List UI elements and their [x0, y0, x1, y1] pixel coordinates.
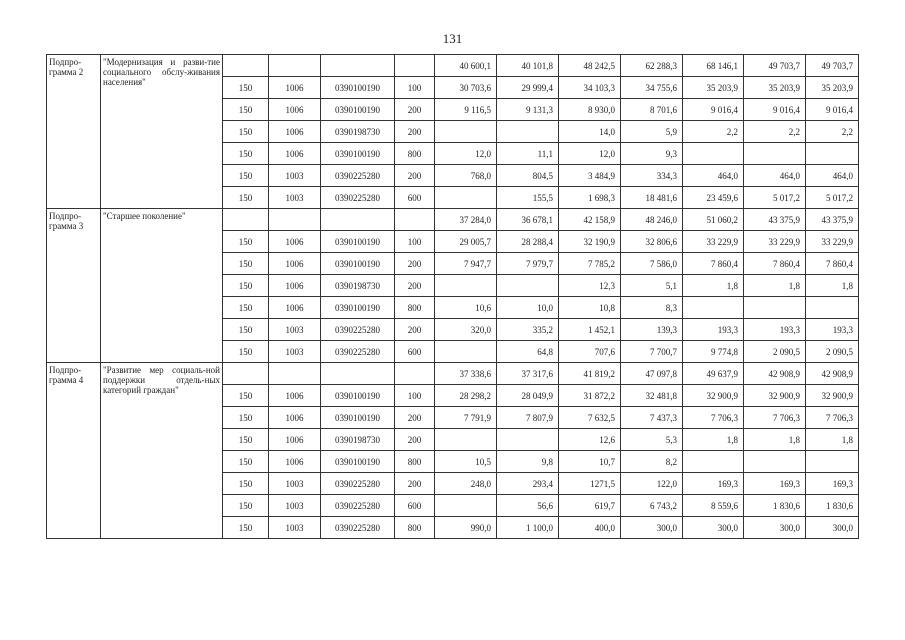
value-cell: 464,0	[806, 165, 859, 187]
grbs-cell: 150	[223, 253, 269, 275]
rzpr-cell: 1003	[269, 341, 321, 363]
value-cell: 9 116,5	[435, 99, 497, 121]
value-cell: 334,3	[621, 165, 683, 187]
value-cell: 8,3	[621, 297, 683, 319]
empty-code-cell	[395, 55, 435, 77]
csr-cell: 0390100190	[321, 451, 395, 473]
value-cell	[435, 495, 497, 517]
value-cell: 9 774,8	[683, 341, 744, 363]
vr-cell: 200	[395, 473, 435, 495]
grbs-cell: 150	[223, 275, 269, 297]
value-cell: 64,8	[497, 341, 559, 363]
rzpr-cell: 1006	[269, 385, 321, 407]
csr-cell: 0390100190	[321, 99, 395, 121]
value-cell: 10,7	[559, 451, 621, 473]
value-cell: 33 229,9	[683, 231, 744, 253]
value-cell: 5,9	[621, 121, 683, 143]
value-cell: 10,5	[435, 451, 497, 473]
value-cell: 300,0	[744, 517, 806, 539]
value-cell: 9 016,4	[744, 99, 806, 121]
value-cell: 10,0	[497, 297, 559, 319]
subprogram-name-cell: "Модернизация и разви-тие социального обслу-живания населения"	[101, 55, 223, 209]
empty-code-cell	[395, 209, 435, 231]
value-cell: 7 706,3	[806, 407, 859, 429]
value-cell: 10,6	[435, 297, 497, 319]
value-cell: 619,7	[559, 495, 621, 517]
grbs-cell: 150	[223, 495, 269, 517]
csr-cell: 0390100190	[321, 143, 395, 165]
rzpr-cell: 1003	[269, 165, 321, 187]
total-value-cell: 49 637,9	[683, 363, 744, 385]
rzpr-cell: 1003	[269, 495, 321, 517]
value-cell: 7 785,2	[559, 253, 621, 275]
grbs-cell: 150	[223, 341, 269, 363]
value-cell: 7 947,7	[435, 253, 497, 275]
vr-cell: 100	[395, 231, 435, 253]
csr-cell: 0390225280	[321, 517, 395, 539]
vr-cell: 100	[395, 385, 435, 407]
value-cell: 1 100,0	[497, 517, 559, 539]
total-value-cell: 42 908,9	[806, 363, 859, 385]
rzpr-cell: 1006	[269, 143, 321, 165]
total-value-cell: 49 703,7	[744, 55, 806, 77]
value-cell: 29 005,7	[435, 231, 497, 253]
grbs-cell: 150	[223, 319, 269, 341]
grbs-cell: 150	[223, 77, 269, 99]
value-cell	[435, 187, 497, 209]
csr-cell: 0390100190	[321, 231, 395, 253]
total-value-cell: 43 375,9	[744, 209, 806, 231]
empty-code-cell	[395, 363, 435, 385]
value-cell	[497, 275, 559, 297]
empty-code-cell	[321, 55, 395, 77]
value-cell: 31 872,2	[559, 385, 621, 407]
vr-cell: 200	[395, 275, 435, 297]
value-cell: 8 701,6	[621, 99, 683, 121]
value-cell: 12,0	[559, 143, 621, 165]
grbs-cell: 150	[223, 297, 269, 319]
value-cell: 1,8	[744, 429, 806, 451]
value-cell: 34 755,6	[621, 77, 683, 99]
value-cell: 7 437,3	[621, 407, 683, 429]
value-cell: 1 830,6	[806, 495, 859, 517]
value-cell	[435, 341, 497, 363]
value-cell: 1,8	[683, 429, 744, 451]
total-value-cell: 41 819,2	[559, 363, 621, 385]
csr-cell: 0390100190	[321, 385, 395, 407]
csr-cell: 0390225280	[321, 165, 395, 187]
grbs-cell: 150	[223, 187, 269, 209]
value-cell: 32 190,9	[559, 231, 621, 253]
value-cell: 35 203,9	[683, 77, 744, 99]
total-value-cell: 37 284,0	[435, 209, 497, 231]
grbs-cell: 150	[223, 143, 269, 165]
value-cell: 5 017,2	[744, 187, 806, 209]
value-cell: 1271,5	[559, 473, 621, 495]
value-cell: 18 481,6	[621, 187, 683, 209]
vr-cell: 200	[395, 407, 435, 429]
value-cell: 293,4	[497, 473, 559, 495]
value-cell: 7 807,9	[497, 407, 559, 429]
vr-cell: 200	[395, 319, 435, 341]
value-cell: 35 203,9	[744, 77, 806, 99]
csr-cell: 0390225280	[321, 473, 395, 495]
value-cell: 1 698,3	[559, 187, 621, 209]
rzpr-cell: 1003	[269, 187, 321, 209]
vr-cell: 800	[395, 143, 435, 165]
value-cell: 335,2	[497, 319, 559, 341]
value-cell: 32 481,8	[621, 385, 683, 407]
empty-code-cell	[223, 363, 269, 385]
value-cell	[435, 429, 497, 451]
total-value-cell: 51 060,2	[683, 209, 744, 231]
table-body	[47, 55, 859, 539]
value-cell	[744, 297, 806, 319]
empty-code-cell	[321, 363, 395, 385]
value-cell: 1,8	[806, 429, 859, 451]
vr-cell: 100	[395, 77, 435, 99]
rzpr-cell: 1006	[269, 275, 321, 297]
value-cell: 7 632,5	[559, 407, 621, 429]
value-cell: 8,2	[621, 451, 683, 473]
value-cell: 7 860,4	[744, 253, 806, 275]
grbs-cell: 150	[223, 121, 269, 143]
subprogram-name-cell: "Развитие мер социаль-ной поддержки отдель-ных категорий граждан"	[101, 363, 223, 539]
csr-cell: 0390225280	[321, 319, 395, 341]
grbs-cell: 150	[223, 451, 269, 473]
value-cell: 6 743,2	[621, 495, 683, 517]
value-cell: 9 016,4	[806, 99, 859, 121]
value-cell: 9 016,4	[683, 99, 744, 121]
total-value-cell: 68 146,1	[683, 55, 744, 77]
empty-code-cell	[223, 209, 269, 231]
page-number: 131	[442, 31, 463, 46]
value-cell: 169,3	[744, 473, 806, 495]
total-value-cell: 37 317,6	[497, 363, 559, 385]
vr-cell: 600	[395, 187, 435, 209]
vr-cell: 200	[395, 99, 435, 121]
subprogram-name-cell: "Старшее поколение"	[101, 209, 223, 363]
value-cell	[683, 143, 744, 165]
rzpr-cell: 1006	[269, 297, 321, 319]
value-cell: 32 806,6	[621, 231, 683, 253]
grbs-cell: 150	[223, 517, 269, 539]
value-cell: 1,8	[744, 275, 806, 297]
value-cell: 5,3	[621, 429, 683, 451]
value-cell: 990,0	[435, 517, 497, 539]
value-cell: 7 860,4	[806, 253, 859, 275]
value-cell: 28 049,9	[497, 385, 559, 407]
total-value-cell: 42 158,9	[559, 209, 621, 231]
value-cell: 28 298,2	[435, 385, 497, 407]
vr-cell: 200	[395, 165, 435, 187]
value-cell: 10,8	[559, 297, 621, 319]
value-cell: 1,8	[806, 275, 859, 297]
csr-cell: 0390100190	[321, 297, 395, 319]
value-cell: 9,8	[497, 451, 559, 473]
value-cell: 139,3	[621, 319, 683, 341]
value-cell: 8 930,0	[559, 99, 621, 121]
subprogram-cell: Подпро-грамма 2	[47, 55, 101, 209]
csr-cell: 0390225280	[321, 187, 395, 209]
value-cell: 707,6	[559, 341, 621, 363]
value-cell: 7 860,4	[683, 253, 744, 275]
rzpr-cell: 1006	[269, 451, 321, 473]
value-cell: 9,3	[621, 143, 683, 165]
value-cell: 2,2	[806, 121, 859, 143]
value-cell: 2,2	[683, 121, 744, 143]
value-cell: 14,0	[559, 121, 621, 143]
grbs-cell: 150	[223, 165, 269, 187]
value-cell	[497, 429, 559, 451]
rzpr-cell: 1006	[269, 253, 321, 275]
grbs-cell: 150	[223, 231, 269, 253]
total-value-cell: 47 097,8	[621, 363, 683, 385]
value-cell: 34 103,3	[559, 77, 621, 99]
rzpr-cell: 1006	[269, 121, 321, 143]
value-cell: 12,6	[559, 429, 621, 451]
value-cell	[744, 451, 806, 473]
value-cell: 300,0	[683, 517, 744, 539]
total-value-cell: 40 600,1	[435, 55, 497, 77]
total-value-cell: 40 101,8	[497, 55, 559, 77]
value-cell: 56,6	[497, 495, 559, 517]
vr-cell: 200	[395, 121, 435, 143]
table-row	[47, 209, 859, 231]
value-cell: 12,3	[559, 275, 621, 297]
subprogram-cell: Подпро-грамма 3	[47, 209, 101, 363]
value-cell: 320,0	[435, 319, 497, 341]
value-cell: 9 131,3	[497, 99, 559, 121]
vr-cell: 600	[395, 495, 435, 517]
value-cell	[435, 121, 497, 143]
empty-code-cell	[269, 55, 321, 77]
rzpr-cell: 1006	[269, 99, 321, 121]
grbs-cell: 150	[223, 385, 269, 407]
subprogram-cell: Подпро-грамма 4	[47, 363, 101, 539]
value-cell: 122,0	[621, 473, 683, 495]
value-cell: 1 452,1	[559, 319, 621, 341]
value-cell: 193,3	[744, 319, 806, 341]
value-cell: 7 586,0	[621, 253, 683, 275]
value-cell: 5 017,2	[806, 187, 859, 209]
value-cell: 32 900,9	[806, 385, 859, 407]
value-cell	[683, 297, 744, 319]
total-value-cell: 37 338,6	[435, 363, 497, 385]
total-value-cell: 36 678,1	[497, 209, 559, 231]
empty-code-cell	[269, 209, 321, 231]
grbs-cell: 150	[223, 99, 269, 121]
value-cell	[806, 143, 859, 165]
value-cell: 33 229,9	[806, 231, 859, 253]
csr-cell: 0390198730	[321, 121, 395, 143]
value-cell: 7 706,3	[683, 407, 744, 429]
empty-code-cell	[269, 363, 321, 385]
total-value-cell: 48 242,5	[559, 55, 621, 77]
value-cell: 2 090,5	[744, 341, 806, 363]
grbs-cell: 150	[223, 407, 269, 429]
value-cell: 28 288,4	[497, 231, 559, 253]
value-cell: 464,0	[683, 165, 744, 187]
value-cell	[435, 275, 497, 297]
value-cell: 23 459,6	[683, 187, 744, 209]
total-value-cell: 43 375,9	[806, 209, 859, 231]
vr-cell: 200	[395, 253, 435, 275]
table-row	[47, 55, 859, 77]
value-cell: 33 229,9	[744, 231, 806, 253]
rzpr-cell: 1003	[269, 319, 321, 341]
budget-table	[46, 54, 859, 539]
csr-cell: 0390225280	[321, 341, 395, 363]
vr-cell: 600	[395, 341, 435, 363]
value-cell: 7 979,7	[497, 253, 559, 275]
value-cell: 300,0	[621, 517, 683, 539]
value-cell: 804,5	[497, 165, 559, 187]
value-cell: 32 900,9	[744, 385, 806, 407]
value-cell: 3 484,9	[559, 165, 621, 187]
value-cell: 2 090,5	[806, 341, 859, 363]
value-cell: 1 830,6	[744, 495, 806, 517]
vr-cell: 800	[395, 517, 435, 539]
empty-code-cell	[321, 209, 395, 231]
value-cell: 5,1	[621, 275, 683, 297]
value-cell: 2,2	[744, 121, 806, 143]
rzpr-cell: 1003	[269, 473, 321, 495]
csr-cell: 0390100190	[321, 407, 395, 429]
value-cell: 193,3	[806, 319, 859, 341]
total-value-cell: 49 703,7	[806, 55, 859, 77]
rzpr-cell: 1006	[269, 429, 321, 451]
value-cell: 400,0	[559, 517, 621, 539]
value-cell: 1,8	[683, 275, 744, 297]
value-cell: 193,3	[683, 319, 744, 341]
value-cell	[806, 451, 859, 473]
csr-cell: 0390198730	[321, 275, 395, 297]
csr-cell: 0390100190	[321, 77, 395, 99]
empty-code-cell	[223, 55, 269, 77]
total-value-cell: 42 908,9	[744, 363, 806, 385]
value-cell: 12,0	[435, 143, 497, 165]
rzpr-cell: 1003	[269, 517, 321, 539]
rzpr-cell: 1006	[269, 407, 321, 429]
vr-cell: 800	[395, 297, 435, 319]
rzpr-cell: 1006	[269, 77, 321, 99]
value-cell: 7 706,3	[744, 407, 806, 429]
value-cell: 30 703,6	[435, 77, 497, 99]
value-cell: 7 700,7	[621, 341, 683, 363]
value-cell: 35 203,9	[806, 77, 859, 99]
grbs-cell: 150	[223, 429, 269, 451]
grbs-cell: 150	[223, 473, 269, 495]
value-cell: 169,3	[683, 473, 744, 495]
value-cell: 7 791,9	[435, 407, 497, 429]
value-cell: 32 900,9	[683, 385, 744, 407]
value-cell	[806, 297, 859, 319]
value-cell	[744, 143, 806, 165]
csr-cell: 0390198730	[321, 429, 395, 451]
value-cell: 8 559,6	[683, 495, 744, 517]
value-cell: 11,1	[497, 143, 559, 165]
total-value-cell: 48 246,0	[621, 209, 683, 231]
vr-cell: 800	[395, 451, 435, 473]
table-row	[47, 363, 859, 385]
value-cell: 300,0	[806, 517, 859, 539]
value-cell: 464,0	[744, 165, 806, 187]
vr-cell: 200	[395, 429, 435, 451]
csr-cell: 0390225280	[321, 495, 395, 517]
total-value-cell: 62 288,3	[621, 55, 683, 77]
value-cell: 768,0	[435, 165, 497, 187]
value-cell: 248,0	[435, 473, 497, 495]
value-cell: 29 999,4	[497, 77, 559, 99]
csr-cell: 0390100190	[321, 253, 395, 275]
value-cell: 155,5	[497, 187, 559, 209]
value-cell: 169,3	[806, 473, 859, 495]
value-cell	[497, 121, 559, 143]
value-cell	[683, 451, 744, 473]
rzpr-cell: 1006	[269, 231, 321, 253]
